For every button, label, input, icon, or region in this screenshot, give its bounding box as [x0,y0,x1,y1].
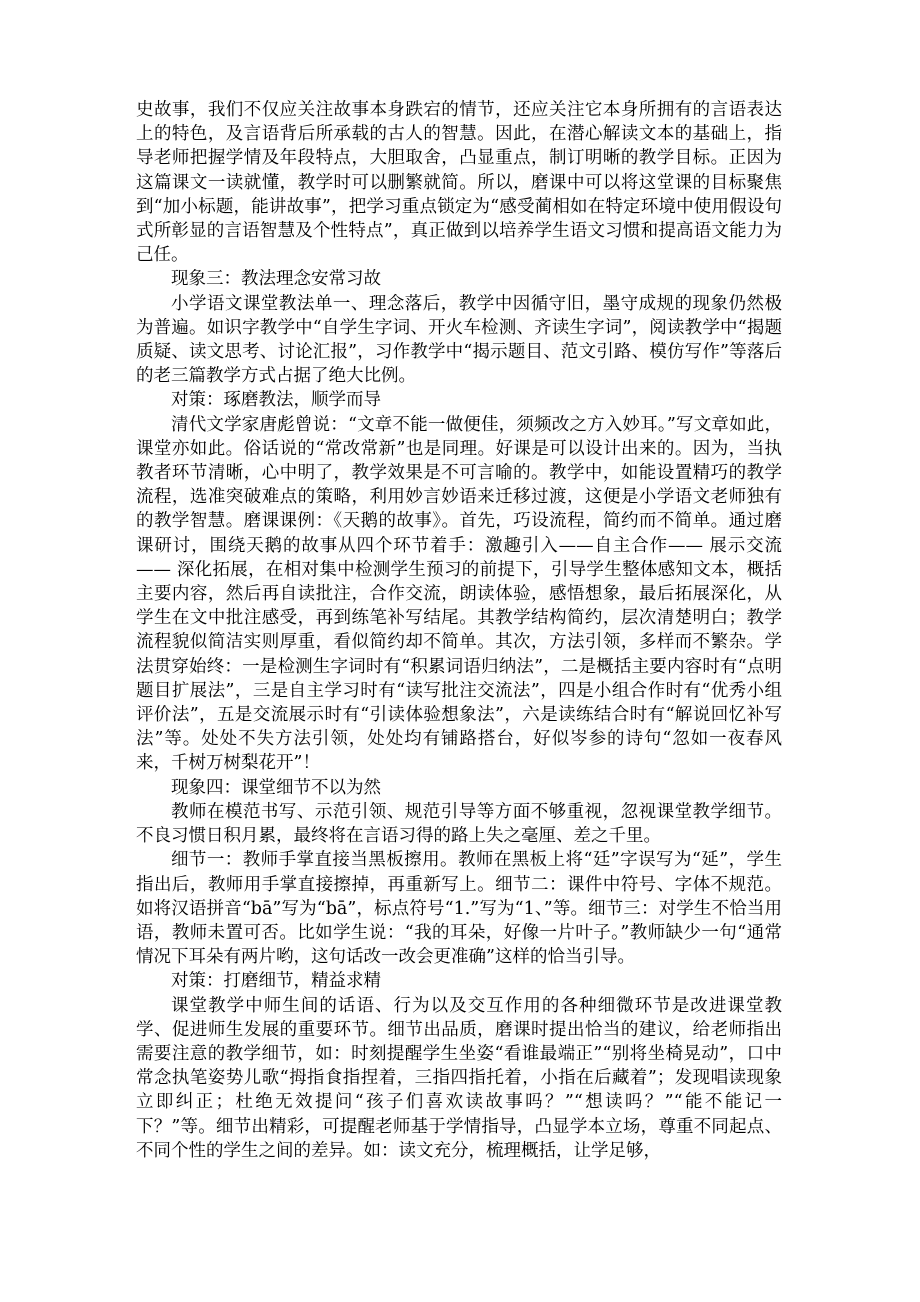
section-heading-strategy-4: 对策：打磨细节，精益求精 [171,971,381,992]
paragraph: 教师在模范书写、示范引领、规范引导等方面不够重视，忽视课堂教学细节。不良习惯日积月累，最终将在言语习得的路上失之毫厘、差之千里。 [136,801,782,847]
section-heading-phenomenon-4: 现象四：课堂细节不以为然 [171,777,381,798]
paragraph: 细节一：教师手掌直接当黑板擦用。教师在黑板上将“廷”字误写为“延”，学生指出后，教师用手掌直接擦掉，再重新写上。细节二：课件中符号、字体不规范。如将汉语拼音“bā”写为“bā”，标点符号“1.”写为“1、”等。细节三：对学生不恰当用语，教师未置可否。比如学生说：“我的耳朵，好像一片叶子。”教师缺少一句“通常情况下耳朵有两片哟，这句话改一改会更准确”这样的恰当引导。 [136,850,782,968]
section-heading-strategy-3: 对策：琢磨教法，顺学而导 [171,390,381,411]
paragraph: 课堂教学中师生间的话语、行为以及交互作用的各种细微环节是改进课堂教学、促进师生发展的重要环节。细节出品质，磨课时提出恰当的建议，给老师指出需要注意的教学细节，如：时刻提醒学生坐姿“看谁最端正”“别将坐椅晃动”，口中常念执笔姿势儿歌“拇指食指捏着，三指四指托着，小指在后藏着”；发现唱读现象立即纠正；杜绝无效提问“孩子们喜欢读故事吗？”“想读吗？”“能不能记一下？”等。细节出精彩，可提醒老师基于学情指导，凸显学本立场，尊重不同起点、不同个性的学生之间的差异。如：读文充分，梳理概括，让学足够， [136,995,782,1161]
paragraph: 清代文学家唐彪曾说：“文章不能一做便佳，须频改之方入妙耳。”写文章如此，课堂亦如此。俗话说的“常改常新”也是同理。好课是可以设计出来的。因为，当执教者环节清晰，心中明了，教学效果是不可言喻的。教学中，如能设置精巧的教学流程，选准突破难点的策略，利用妙言妙语来迁移过渡，这便是小学语文老师独有的教学智慧。磨课课例：《天鹅的故事》。首先，巧设流程，简约而不简单。通过磨课研讨，围绕天鹅的故事从四个环节着手：激趣引入——自主合作—— 展示交流—— 深化拓展，在相对集中检测学生预习的前提下，引导学生整体感知文本，概括主要内容，然后再自读批注，合作交流，朗读体验，感悟想象，最后拓展深化，从学生在文中批注感受，再到练笔补写结尾。其教学结构简约，层次清楚明白；教学流程貌似简洁实则厚重，看似简约却不简单。其次，方法引领，多样而不繁杂。学法贯穿始终：一是检测生字词时有“积累词语归纳法”，二是概括主要内容时有“点明题目扩展法”，三是自主学习时有“读写批注交流法”，四是小组合作时有“优秀小组评价法”，五是交流展示时有“引读体验想象法”，六是读练结合时有“解说回忆补写法”等。处处不失方法引领，处处均有铺路搭台，好似岑参的诗句“忽如一夜春风来，千树万树梨花开”！ [136,414,782,774]
document-body [136,98,782,1163]
section-heading-phenomenon-3: 现象三：教法理念安常习故 [171,269,381,290]
paragraph-continued: 史故事，我们不仅应关注故事本身跌宕的情节，还应关注它本身所拥有的言语表达上的特色，及言语背后所承载的古人的智慧。因此，在潜心解读文本的基础上，指导老师把握学情及年段特点，大胆取舍，凸显重点，制订明晰的教学目标。正因为这篇课文一读就懂，教学时可以删繁就简。所以，磨课中可以将这堂课的目标聚焦到“加小标题，能讲故事”，把学习重点锁定为“感受蔺相如在特定环境中使用假设句式所彰显的言语智慧及个性特点”，真正做到以培养学生语文习惯和提高语文能力为己任。 [136,100,782,266]
paragraph: 小学语文课堂教法单一、理念落后，教学中因循守旧，墨守成规的现象仍然极为普遍。如识字教学中“自学生字词、开火车检测、齐读生字词”，阅读教学中“揭题质疑、读文思考、讨论汇报”，习作教学中“揭示题目、范文引路、模仿写作”等落后的老三篇教学方式占据了绝大比例。 [136,293,782,387]
